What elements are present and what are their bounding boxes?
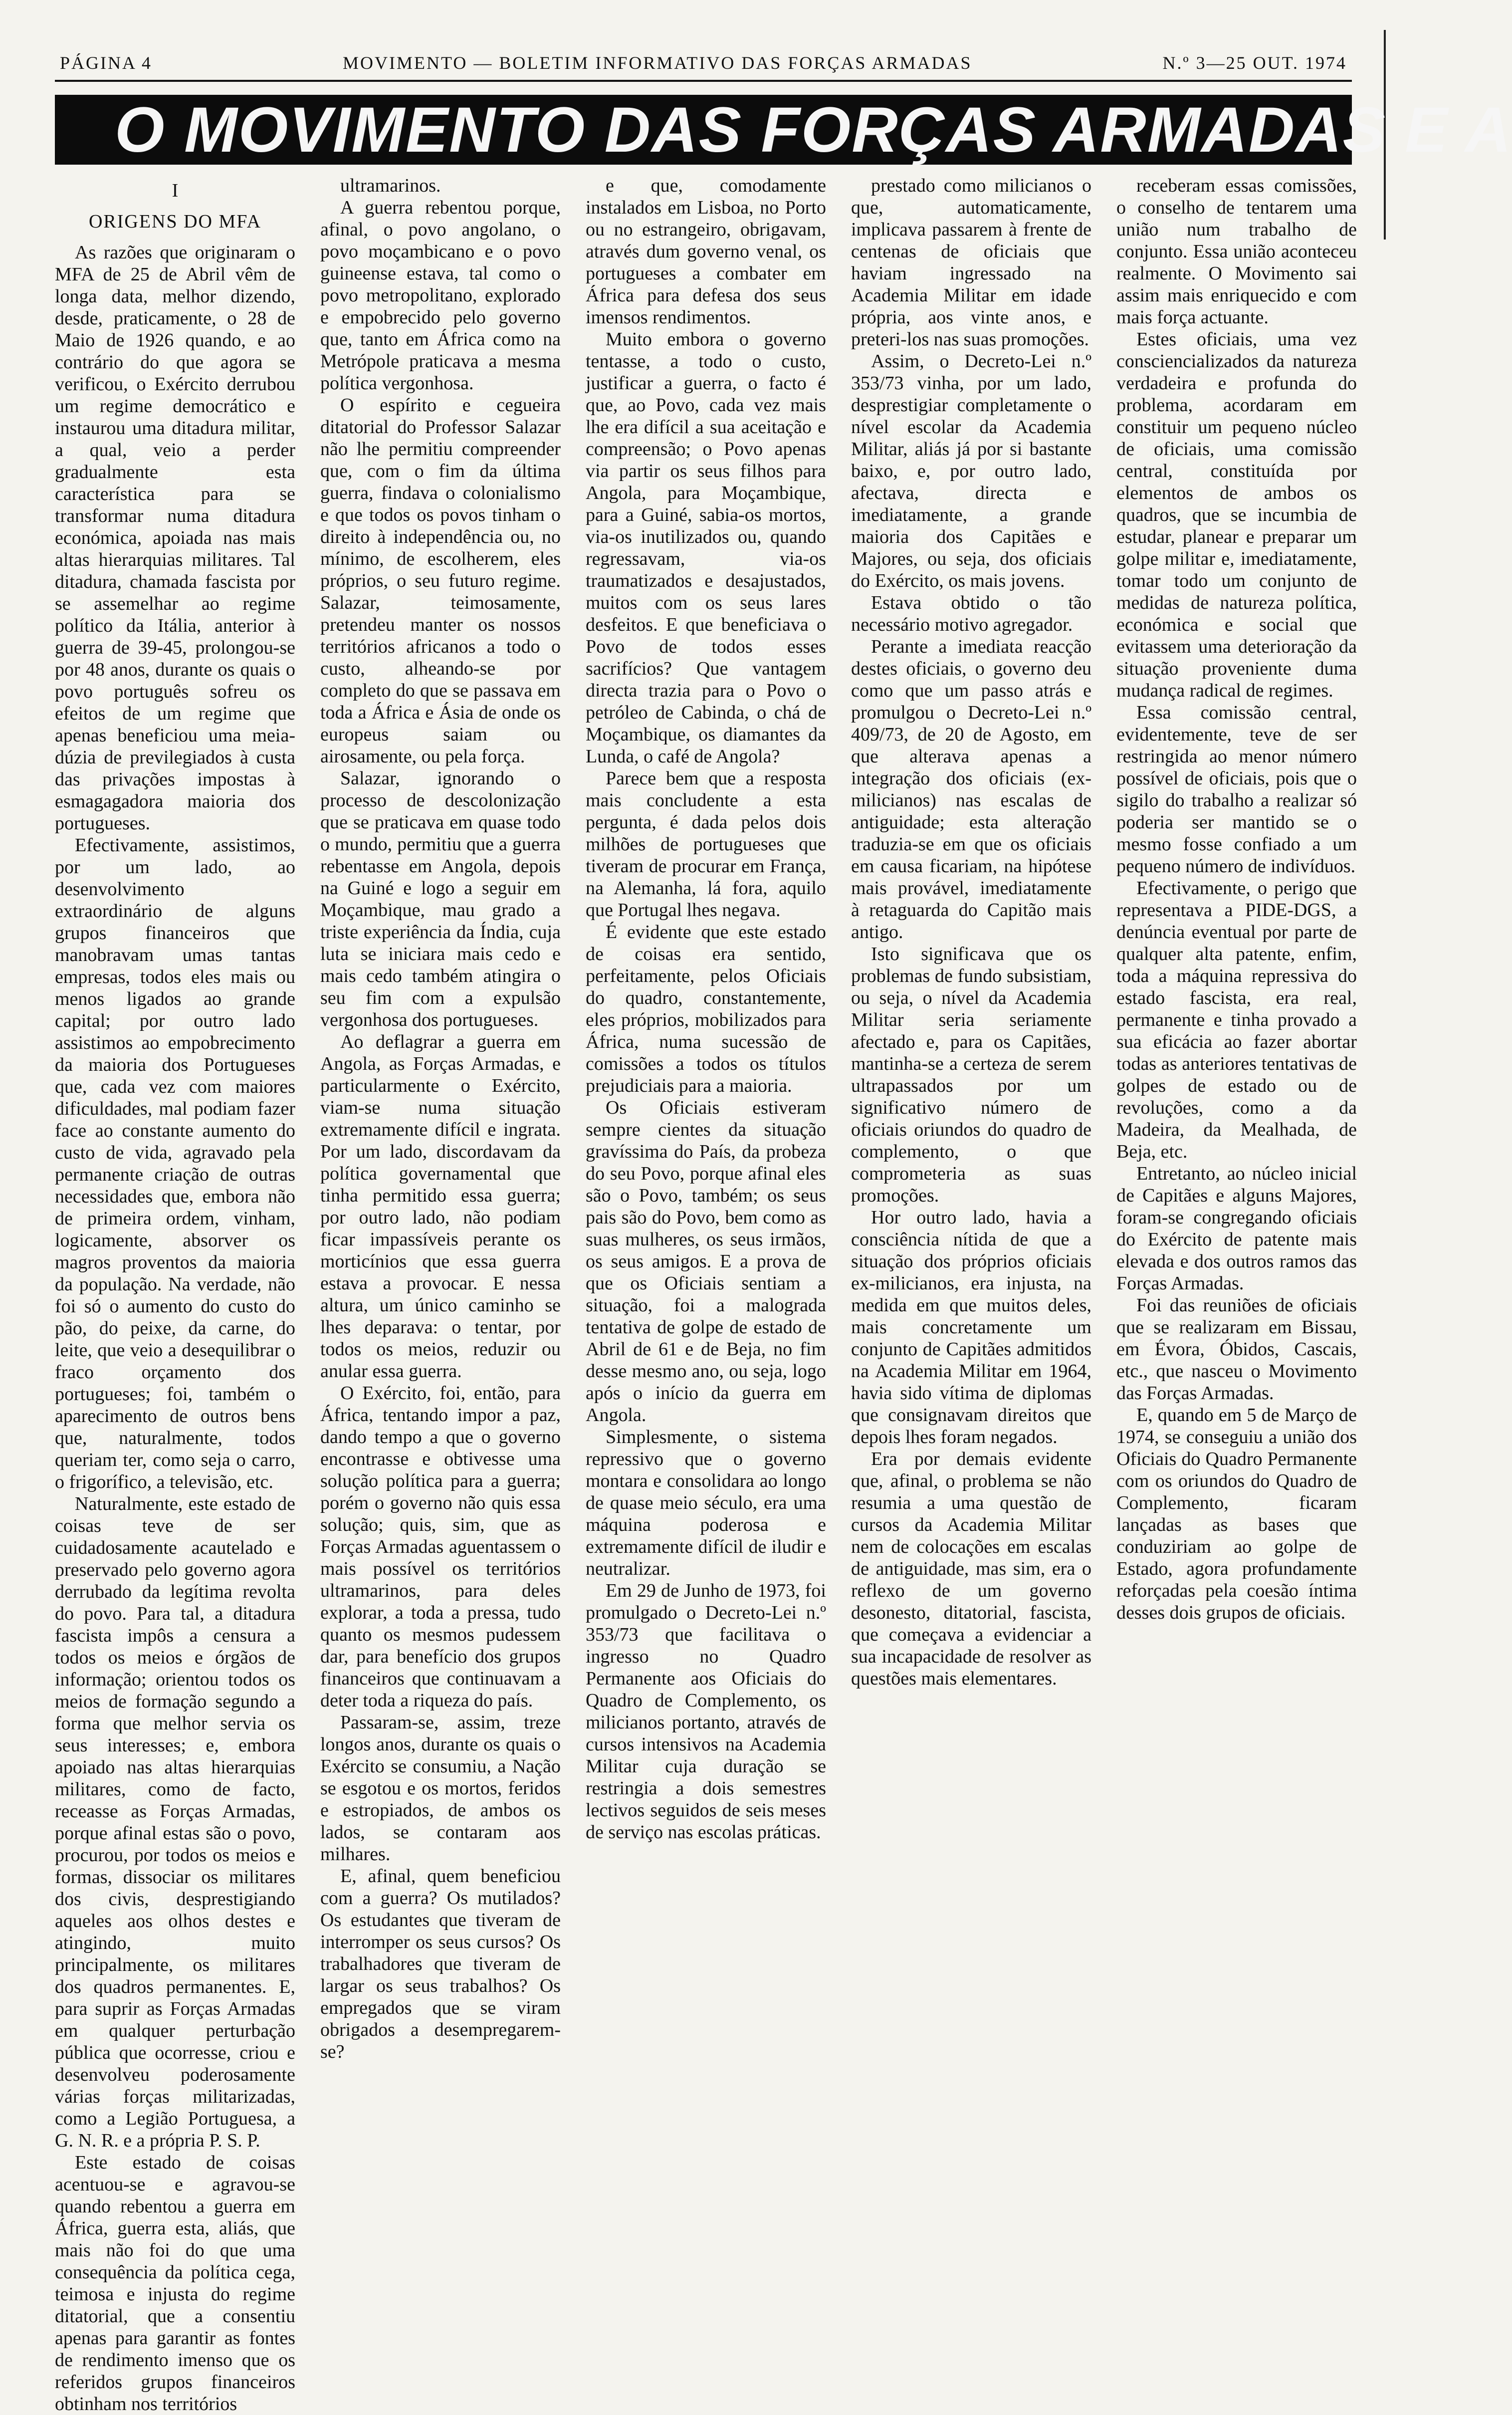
issue-date: N.º 3—25 OUT. 1974 (1162, 53, 1347, 73)
headline-banner (55, 94, 1512, 166)
column-4 (851, 175, 1091, 1951)
paragraph: Estava obtido o tão necessário motivo agregador. (851, 592, 1091, 635)
paragraph: A guerra rebentou porque, afinal, o povo angolano, o povo moçambicano e o povo guineense estava, tal como o povo metropolitano, explorado e empobrecido pelo governo que, tanto em África como na Metrópole praticava a mesma política vergonhosa. (320, 197, 561, 394)
paragraph: prestado como milicianos o que, automaticamente, implicava passarem à frente de centenas de oficiais que haviam ingressado na Academia Militar em idade própria, aos vinte anos, e preteri-los nas suas promoções. (851, 175, 1091, 350)
paragraph: Era por demais evidente que, afinal, o problema se não resumia a uma questão de cursos da Academia Militar nem de colocações em escalas de antiguidade, mas sim, era o reflexo de um governo desonesto, ditatorial, fascista, que começava a evidenciar a sua incapacidade de resolver as questões mais elementares. (851, 1449, 1091, 1689)
column-1 (55, 175, 295, 2415)
page-number: PÁGINA 4 (60, 53, 153, 73)
paragraph: O Exército, foi, então, para África, tentando impor a paz, dando tempo a que o governo encontrasse e obtivesse uma solução política para a guerra; porém o governo não quis essa solução; quis, sim, que as Forças Armadas aguentassem o mais possível os territórios ultramarinos, para deles explorar, a toda a pressa, tudo quanto os mesmos pudessem dar, para benefício dos grupos financeiros que continuavam a deter toda a riqueza do país. (320, 1383, 561, 1711)
paragraph: Foi das reuniões de oficiais que se realizaram em Bissau, em Évora, Óbidos, Cascais, etc., que nasceu o Movimento das Forças Armadas. (1116, 1295, 1357, 1404)
column-2 (320, 175, 561, 2062)
paragraph: Parece bem que a resposta mais concludente a esta pergunta, é dada pelos dois milhões de portugueses que tiveram de procurar em França, na Alemanha, lá fora, aquilo que Portugal lhes negava. (586, 768, 826, 921)
paragraph: ultramarinos. (340, 175, 441, 196)
article-columns (55, 175, 1357, 2415)
paragraph: Efectivamente, o perigo que representava a PIDE-DGS, a denúncia eventual por parte de qualquer alta patente, enfim, toda a máquina repressiva do estado fascista, era real, permanente e tinha provado a sua eficácia ao fazer abortar todas as anteriores tentativas de golpes de estado ou de revoluções, como a da Madeira, da Mealhada, de Beja, etc. (1116, 878, 1357, 1162)
paragraph: receberam essas comissões, o conselho de tentarem uma união num trabalho de conjunto. Essa união aconteceu realmente. O Movimento sai assim mais enriquecido e com mais força actuante. (1116, 175, 1357, 328)
section-title: ORIGENS DO MFA (88, 211, 262, 232)
paragraph: O espírito e cegueira ditatorial do Professor Salazar não lhe permitiu compreender que, com o fim da última guerra, findava o colonialismo e que todos os povos tinham o direito à independência ou, no mínimo, de escolherem, eles próprios, o seu futuro regime. Salazar, teimosamente, pretendeu manter os nossos territórios africanos a todo o custo, alheando-se por completo do que se passava em toda a África e Ásia de onde os europeus saiam ou airosamente, ou pela força. (320, 395, 561, 767)
section-number: I (172, 180, 179, 201)
paragraph: E, afinal, quem beneficiou com a guerra? Os mutilados? Os estudantes que tiveram de interromper os seus cursos? Os trabalhadores que tiveram de largar os seus trabalhos? Os empregados que se viram obrigados a desempregarem-se? (320, 1866, 561, 2062)
paragraph: Isto significava que os problemas de fundo subsistiam, ou seja, o nível da Academia Militar seria seriamente afectado e, para os Capitães, mantinha-se a certeza de serem ultrapassados por um significativo número de oficiais oriundos do quadro de complemento, o que comprometeria as suas promoções. (851, 944, 1091, 1206)
paragraph: As razões que originaram o MFA de 25 de Abril vêm de longa data, melhor dizendo, desde, praticamente, o 28 de Maio de 1926 quando, e ao contrário do que agora se verificou, o Exército derrubou um regime democrático e instaurou uma ditadura militar, a qual, veio a perder gradualmente esta característica para se transformar numa ditadura económica, apoiada nas mais altas hierarquias militares. Tal ditadura, chamada fascista por se assemelhar ao regime político da Itália, anterior à guerra de 39-45, prolongou-se por 48 anos, durante os quais o povo português sofreu os efeitos de um regime que apenas beneficiou uma meia-dúzia de previlegiados à custa das privações impostas à esmagagadora maioria dos portugueses. (55, 242, 295, 834)
paragraph: Naturalmente, este estado de coisas teve de ser cuidadosamente acautelado e preservado pelo governo agora derrubado da legítima revolta do povo. Para tal, a ditadura fascista impôs a censura a todos os meios e órgãos de informação; orientou todos os meios de formação segundo a forma que melhor servia os seus interesses; e, embora apoiado nas altas hierarquias militares, como de facto, receasse as Forças Armadas, porque afinal estas são o povo, procurou, por todos os meios e formas, dissociar os militares dos civis, desprestigiando aqueles aos olhos destes e atingindo, muito principalmente, os militares dos quadros permanentes. E, para suprir as Forças Armadas em qualquer perturbação pública que ocorresse, criou e desenvolveu poderosamente várias forças militarizadas, como a Legião Portuguesa, a G. N. R. e a própria P. S. P. (55, 1493, 295, 2151)
masthead-rule (55, 80, 1352, 82)
paragraph: Perante a imediata reacção destes oficiais, o governo deu como que um passo atrás e promulgou o Decreto-Lei n.º 409/73, de 20 de Agosto, em que alterava apenas a integração dos oficiais (ex-milicianos) nas escalas de antiguidade; esta alteração traduzia-se em que os oficiais em causa ficariam, na hipótese mais provável, imediatamente à retaguarda do Capitão mais antigo. (851, 636, 1091, 943)
paragraph: Hor outro lado, havia a consciência nítida de que a situação dos próprios oficiais ex-milicianos, era injusta, na medida em que muitos deles, mais concretamente um conjunto de Capitães admitidos na Academia Militar em 1964, havia sido vítima de diplomas que consignavam direitos que depois lhes foram negados. (851, 1207, 1091, 1448)
masthead (60, 48, 1347, 78)
paragraph: É evidente que este estado de coisas era sentido, perfeitamente, pelos Oficiais do quadro, constantemente, eles próprios, mobilizados para África, numa sucessão de comissões a todos os títulos prejudiciais para a maioria. (586, 922, 826, 1096)
paragraph: Os Oficiais estiveram sempre cientes da situação gravíssima do País, da probeza do seu Povo, porque afinal eles são o Povo, também; os seus pais são do Povo, bem como as suas mulheres, os seus irmãos, os seus amigos. E a prova de que os Oficiais sentiam a situação, foi a malograda tentativa de golpe de estado de Abril de 61 e de Beja, no fim desse mesmo ano, ou seja, logo após o início da guerra em Angola. (586, 1097, 826, 1426)
paragraph: Efectivamente, assistimos, por um lado, ao desenvolvimento extraordinário de alguns grupos financeiros que manobravam umas tantas empresas, todos eles mais ou menos ligados ao grande capital; por outro lado assistimos ao empobrecimento da maioria dos Portugueses que, cada vez com maiores dificuldades, mal podiam fazer face ao constante aumento do custo de vida, agravado pela permanente criação de outras necessidades que, embora não de primeira ordem, vinham, logicamente, absorver os magros proventos da maioria da população. Na verdade, não foi só o aumento do custo do pão, do peixe, da carne, do leite, que veio a desequilibrar o fraco orçamento dos portugueses; foi, também o aparecimento de outros bens que, naturalmente, todos queriam ter, como seja o carro, o frigorífico, a televisão, etc. (55, 835, 295, 1492)
column-5 (1116, 175, 1357, 1951)
paragraph: Assim, o Decreto-Lei n.º 353/73 vinha, por um lado, desprestigiar completamente o nível escolar da Academia Militar, aliás já por si bastante baixo, e, por outro lado, afectava, directa e imediatamente, a grande maioria dos Capitães e Majores, ou seja, dos oficiais do Exército, os mais jovens. (851, 351, 1091, 591)
paragraph: Ao deflagrar a guerra em Angola, as Forças Armadas, e particularmente o Exército, viam-se numa situação extremamente difícil e ingrata. Por um lado, discordavam da política governamental que tinha permitido essa guerra; por outro lado, não podiam ficar impassíveis perante os morticínios que essa guerra estava a provocar. E nessa altura, um único caminho se lhes deparava: o tentar, por todos os meios, reduzir ou anular essa guerra. (320, 1031, 561, 1382)
paragraph: Entretanto, ao núcleo inicial de Capitães e alguns Majores, foram-se congregando oficiais do Exército de patente mais elevada e dos outros ramos das Forças Armadas. (1116, 1163, 1357, 1294)
paragraph: Este estado de coisas acentuou-se e agravou-se quando rebentou a guerra em África, guerra esta, aliás, que mais não foi do que uma consequência da política cega, teimosa e injusta do regime ditatorial, que a consentiu apenas para garantir as fontes de rendimento imenso que os referidos grupos financeiros obtinham nos territórios (55, 2152, 295, 2415)
column-3 (586, 175, 826, 1951)
paragraph: Passaram-se, assim, treze longos anos, durante os quais o Exército se consumiu, a Nação se esgotou e os mortos, feridos e estropiados, de ambos os lados, se contaram aos milhares. (320, 1712, 561, 1865)
paragraph: e que, comodamente instalados em Lisboa, no Porto ou no estrangeiro, obrigavam, através dum governo venal, os portugueses a combater em África para defesa dos seus imensos rendimentos. (586, 175, 826, 328)
headline: O MOVIMENTO DAS FORÇAS ARMADAS E A (115, 94, 1512, 166)
paragraph: Salazar, ignorando o processo de descolonização que se praticava em quase todo o mundo, permitiu que a guerra rebentasse em Angola, depois na Guiné e logo a seguir em Moçambique, mau grado a triste experiência da Índia, cuja luta se iniciara mais cedo e mais cedo também atingira o seu fim com a expulsão vergonhosa dos portugueses. (320, 768, 561, 1030)
paragraph: Essa comissão central, evidentemente, teve de ser restringida ao menor número possível de oficiais, pois que o sigilo do trabalho a realizar só poderia ser mantido se o mesmo fosse confiado a um pequeno número de indivíduos. (1116, 702, 1357, 877)
paragraph: E, quando em 5 de Março de 1974, se conseguiu a união dos Oficiais do Quadro Permanente com os oriundos do Quadro de Complemento, ficaram lançadas as bases que conduziriam ao golpe de Estado, agora profundamente reforçadas pela coesão íntima desses dois grupos de oficiais. (1116, 1405, 1357, 1623)
paragraph: Em 29 de Junho de 1973, foi promulgado o Decreto-Lei n.º 353/73 que facilitava o ingresso no Quadro Permanente aos Oficiais do Quadro de Complemento, os milicianos portanto, através de cursos intensivos na Academia Militar cuja duração se restringia a dois semestres lectivos seguidos de seis meses de serviço nas escolas práticas. (586, 1580, 826, 1843)
publication-title: MOVIMENTO — BOLETIM INFORMATIVO DAS FORÇAS ARMADAS (343, 53, 972, 73)
paragraph: Muito embora o governo tentasse, a todo o custo, justificar a guerra, o facto é que, ao Povo, cada vez mais lhe era difícil a sua aceitação e compreensão; o Povo apenas via partir os seus filhos para Angola, para Moçambique, para a Guiné, sabia-os mortos, via-os inutilizados ou, quando regressavam, via-os traumatizados e desajustados, muitos com os seus lares desfeitos. E que beneficiava o Povo de todos esses sacrifícios? Que vantagem directa trazia para o Povo o petróleo de Cabinda, o chá de Moçambique, os diamantes da Lunda, o café de Angola? (586, 329, 826, 767)
paragraph: Simplesmente, o sistema repressivo que o governo montara e consolidara ao longo de quase meio século, era uma máquina poderosa e extremamente difícil de iludir e neutralizar. (586, 1427, 826, 1579)
paragraph: Estes oficiais, uma vez consciencializados da natureza verdadeira e profunda do problema, acordaram em constituir um pequeno núcleo de oficiais, uma comissão central, constituída por elementos de ambos os quadros, que se incumbia de estudar, planear e preparar um golpe militar e, imediatamente, tomar todo um conjunto de medidas de natureza política, económica e social que evitassem uma deterioração da situação proveniente duma mudança radical de regimes. (1116, 329, 1357, 701)
